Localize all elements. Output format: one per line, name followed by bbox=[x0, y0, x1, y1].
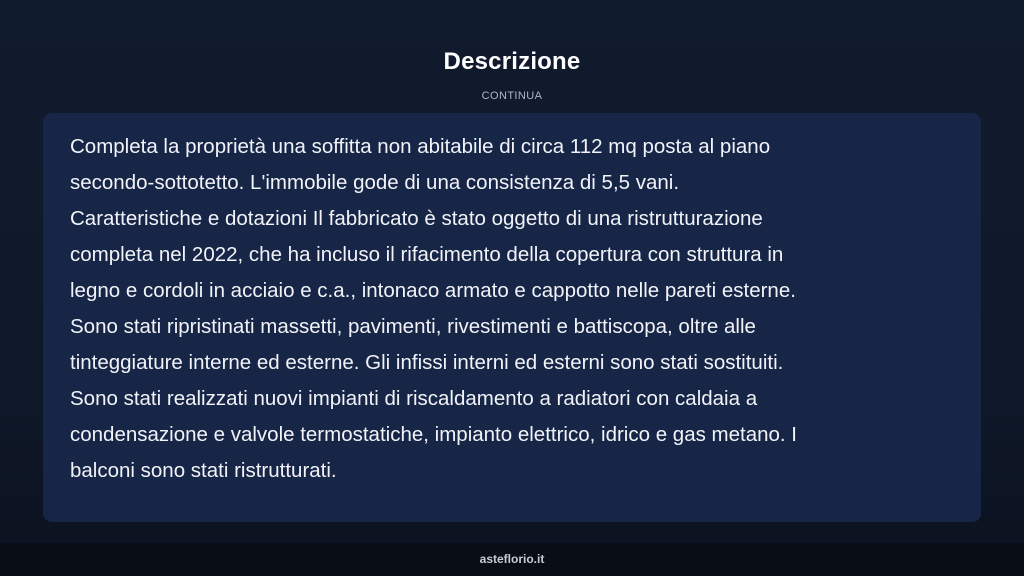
footer-site-name: asteflorio.it bbox=[479, 552, 545, 566]
description-line: Sono stati realizzati nuovi impianti di riscaldamento a radiatori con caldaia a bbox=[70, 387, 758, 410]
description-line: secondo-sottotetto. L'immobile gode di una consistenza di 5,5 vani. bbox=[70, 171, 680, 194]
description-line: balconi sono stati ristrutturati. bbox=[70, 459, 337, 482]
description-line: Completa la proprietà una soffitta non abitabile di circa 112 mq posta al piano bbox=[70, 135, 771, 158]
page-title: Descrizione bbox=[443, 48, 581, 75]
description-line: Caratteristiche e dotazioni Il fabbricato è stato oggetto di una ristrutturazione bbox=[70, 207, 763, 230]
footer-bar bbox=[0, 543, 1024, 576]
description-line: tinteggiature interne ed esterne. Gli infissi interni ed esterni sono stati sostituiti. bbox=[70, 351, 784, 374]
description-card bbox=[43, 113, 981, 522]
description-line: completa nel 2022, che ha incluso il rifacimento della copertura con struttura in bbox=[70, 243, 784, 266]
description-line: condensazione e valvole termostatiche, impianto elettrico, idrico e gas metano. I bbox=[70, 423, 797, 446]
page-subtitle: CONTINUA bbox=[481, 90, 543, 102]
description-line: Sono stati ripristinati massetti, pavimenti, rivestimenti e battiscopa, oltre alle bbox=[70, 315, 756, 338]
description-line: legno e cordoli in acciaio e c.a., intonaco armato e cappotto nelle pareti esterne. bbox=[70, 279, 796, 302]
description-text bbox=[70, 129, 955, 489]
